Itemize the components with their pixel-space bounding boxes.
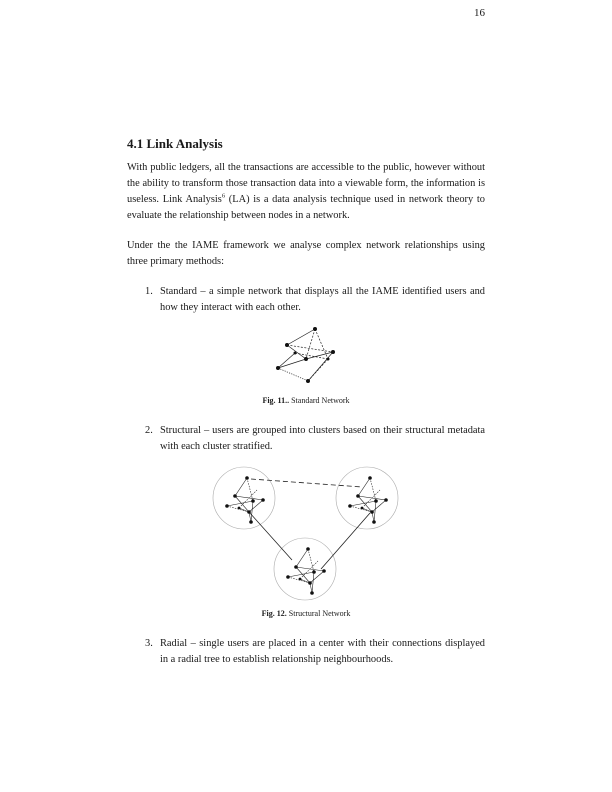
method-text: Standard – a simple network that displays all the IAME identified users and how they interact with each other.: [160, 286, 485, 313]
methods-intro-paragraph: Under the the IAME framework we analyse complex network relationships using three primary methods:: [127, 240, 485, 267]
method-item-structural: [127, 423, 485, 455]
figure-title: Structural Network: [288, 609, 351, 618]
figure-structural-network: [127, 465, 485, 618]
figure-caption: [127, 609, 485, 618]
method-text: Structural – users are grouped into clusters based on their structural metadata with each cluster stratified.: [160, 425, 485, 452]
footnote-ref: 6: [221, 192, 226, 200]
method-number: 3.: [145, 638, 153, 649]
figure-caption: [127, 396, 485, 405]
figure-title: Standard Network: [291, 396, 350, 405]
intro-text-part1: With public ledgers, all the transactions are accessible to the public, however without the ability to transform those transaction data into a viewable form, the information is useless. Link Analysis: [127, 162, 485, 205]
method-item-radial: [127, 636, 485, 668]
figure-standard-network: [127, 326, 485, 405]
figure-label: Fig. 12.: [261, 609, 287, 618]
method-number: 2.: [145, 425, 153, 436]
method-number: 1.: [145, 286, 153, 297]
page-content: [127, 136, 485, 678]
standard-network-diagram: [127, 326, 485, 392]
method-text: Radial – single users are placed in a center with their connections displayed in a radial tree to establish relationship neighbourhoods.: [160, 638, 485, 665]
structural-network-diagram: [127, 465, 485, 605]
section-title: 4.1 Link Analysis: [127, 136, 223, 151]
page-number: 16: [474, 7, 485, 19]
intro-text-part2: (LA) is a data analysis technique used in network theory to evaluate the relationship between nodes in a network.: [127, 194, 485, 221]
method-item-standard: [127, 284, 485, 316]
intro-paragraph: [127, 160, 485, 224]
figure-label: Fig. 11..: [262, 396, 290, 405]
